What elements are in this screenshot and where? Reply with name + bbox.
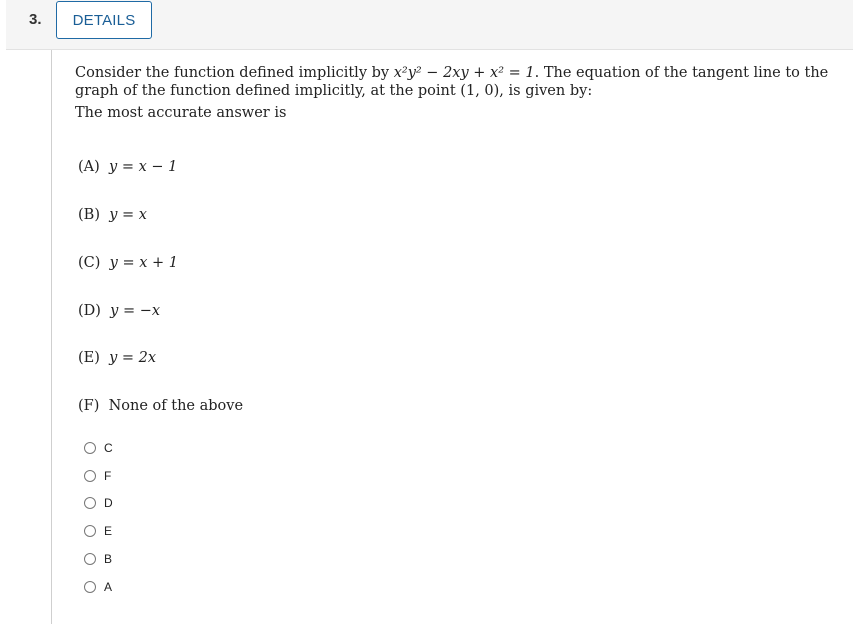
answer-choice-f[interactable] — [84, 468, 111, 484]
option-label: (A) — [78, 159, 100, 175]
answer-choice-a[interactable] — [84, 579, 112, 595]
question-number: 3. — [29, 11, 42, 28]
option-a — [78, 159, 177, 175]
radio-button[interactable] — [84, 525, 96, 537]
option-label: (E) — [78, 350, 100, 366]
radio-button[interactable] — [84, 442, 96, 454]
answer-choice-d[interactable] — [84, 495, 113, 511]
option-b — [78, 207, 147, 223]
question-prompt: The most accurate answer is — [75, 105, 287, 121]
question-equation: x²y² − 2xy + x² = 1 — [393, 65, 535, 81]
option-label: (F) — [78, 398, 100, 414]
option-label: (C) — [78, 255, 101, 271]
answer-choice-label[interactable]: E — [104, 524, 113, 538]
question-intro: Consider the function defined implicitly by — [75, 65, 394, 81]
answer-choice-label[interactable]: B — [104, 552, 113, 566]
answer-choice-label[interactable]: F — [104, 469, 112, 483]
option-expression: None of the above — [108, 398, 244, 414]
question-text — [75, 64, 835, 100]
option-label: (D) — [78, 303, 101, 319]
option-d — [78, 303, 160, 319]
option-expression: y = x — [109, 207, 147, 223]
question-after-equation: . The equation of the tangent line to the graph of the function defined implicitly, at the point (1, 0), is given by: — [75, 65, 829, 99]
answer-choice-b[interactable] — [84, 551, 112, 567]
option-f — [78, 398, 243, 414]
option-expression: y = x − 1 — [109, 159, 178, 175]
option-c — [78, 255, 178, 271]
option-e — [78, 350, 156, 366]
option-expression: y = x + 1 — [109, 255, 178, 271]
question-content — [51, 50, 853, 624]
details-button[interactable]: DETAILS — [56, 1, 152, 39]
answer-choice-label[interactable]: C — [104, 441, 113, 455]
answer-choice-label[interactable]: A — [104, 580, 113, 594]
answer-choice-c[interactable] — [84, 440, 113, 456]
radio-button[interactable] — [84, 553, 96, 565]
answer-choice-e[interactable] — [84, 523, 112, 539]
option-label: (B) — [78, 207, 100, 223]
answer-choice-label[interactable]: D — [104, 496, 113, 510]
radio-button[interactable] — [84, 470, 96, 482]
option-expression: y = 2x — [109, 350, 157, 366]
radio-button[interactable] — [84, 497, 96, 509]
radio-button[interactable] — [84, 581, 96, 593]
question-header — [6, 0, 853, 50]
option-expression: y = −x — [110, 303, 161, 319]
